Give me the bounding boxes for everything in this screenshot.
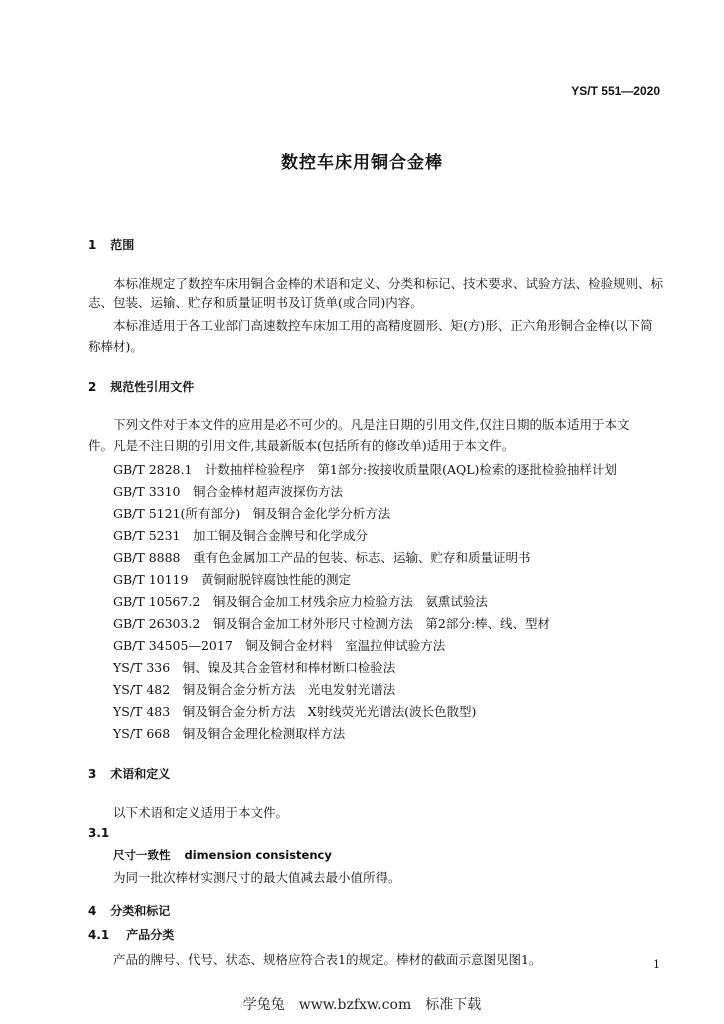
term-english: dimension consistency [184, 848, 332, 862]
section-title: 术语和定义 [110, 767, 171, 781]
term-chinese: 尺寸一致性 [113, 848, 171, 862]
subsection-4-1-heading [88, 926, 174, 943]
s1-paragraph-1-line-1: 本标准规定了数控车床用铜合金棒的术语和定义、分类和标记、技术要求、试验方法、检验规则、标 [113, 276, 664, 291]
term-entry [113, 847, 332, 863]
reference-item: YS/T 336 铜、镍及其合金管材和棒材断口检验法 [113, 660, 396, 675]
subsection-title: 产品分类 [126, 928, 175, 942]
section-1-heading [88, 236, 134, 253]
subsection-number: 4.1 [88, 928, 110, 942]
reference-item: GB/T 3310 铜合金棒材超声波探伤方法 [113, 484, 344, 499]
s3-intro: 以下术语和定义适用于本文件。 [113, 805, 289, 820]
section-2-heading [88, 378, 194, 395]
reference-item: GB/T 8888 重有色金属加工产品的包装、标志、运输、贮存和质量证明书 [113, 550, 531, 565]
section-number: 1 [88, 238, 97, 252]
s1-paragraph-2-line-1: 本标准适用于各工业部门高速数控车床加工用的高精度圆形、矩(方)形、正六角形铜合金棒(以下简 [113, 318, 653, 333]
reference-item: YS/T 668 铜及铜合金理化检测取样方法 [113, 726, 346, 741]
section-number: 4 [88, 904, 97, 918]
subsection-3-1-number: 3.1 [88, 826, 110, 840]
reference-item: GB/T 34505—2017 铜及铜合金材料 室温拉伸试验方法 [113, 638, 446, 653]
section-number: 2 [88, 380, 97, 394]
section-3-heading [88, 765, 170, 782]
section-title: 分类和标记 [110, 904, 171, 918]
section-title: 规范性引用文件 [110, 380, 195, 394]
s1-paragraph-1-line-2: 志、包装、运输、贮存和质量证明书及订货单(或合同)内容。 [88, 295, 423, 310]
reference-item: GB/T 26303.2 铜及铜合金加工材外形尺寸检测方法 第2部分:棒、线、型材 [113, 616, 551, 631]
s1-paragraph-2-line-2: 称棒材)。 [88, 339, 143, 354]
standard-number: YS/T 551—2020 [571, 84, 660, 98]
section-title: 范围 [110, 238, 135, 252]
section-number: 3 [88, 767, 97, 781]
s2-paragraph-line-2: 件。凡是不注日期的引用文件,其最新版本(包括所有的修改单)适用于本文件。 [88, 438, 515, 453]
section-4-heading [88, 902, 170, 919]
s4-paragraph: 产品的牌号、代号、状态、规格应符合表1的规定。棒材的截面示意图见图1。 [113, 952, 542, 967]
reference-item: GB/T 5121(所有部分) 铜及铜合金化学分析方法 [113, 506, 391, 521]
s2-paragraph-line-1: 下列文件对于本文件的应用是必不可少的。凡是注日期的引用文件,仅注日期的版本适用于本文 [113, 417, 630, 432]
reference-item: GB/T 5231 加工铜及铜合金牌号和化学成分 [113, 528, 369, 543]
reference-item: GB/T 10119 黄铜耐脱锌腐蚀性能的测定 [113, 572, 351, 587]
reference-item: YS/T 482 铜及铜合金分析方法 光电发射光谱法 [113, 682, 396, 697]
reference-item: GB/T 2828.1 计数抽样检验程序 第1部分:按接收质量限(AQL)检索的逐批检验抽样计划 [113, 462, 617, 477]
reference-item: YS/T 483 铜及铜合金分析方法 X射线荧光光谱法(波长色散型) [113, 704, 477, 719]
page-number: 1 [653, 958, 660, 971]
term-definition: 为同一批次棒材实测尺寸的最大值减去最小值所得。 [113, 870, 401, 885]
document-title: 数控车床用铜合金棒 [281, 153, 443, 173]
footer-watermark: 学兔兔 www.bzfxw.com 标准下载 [242, 997, 482, 1013]
reference-item: GB/T 10567.2 铜及铜合金加工材残余应力检验方法 氨熏试验法 [113, 594, 488, 609]
